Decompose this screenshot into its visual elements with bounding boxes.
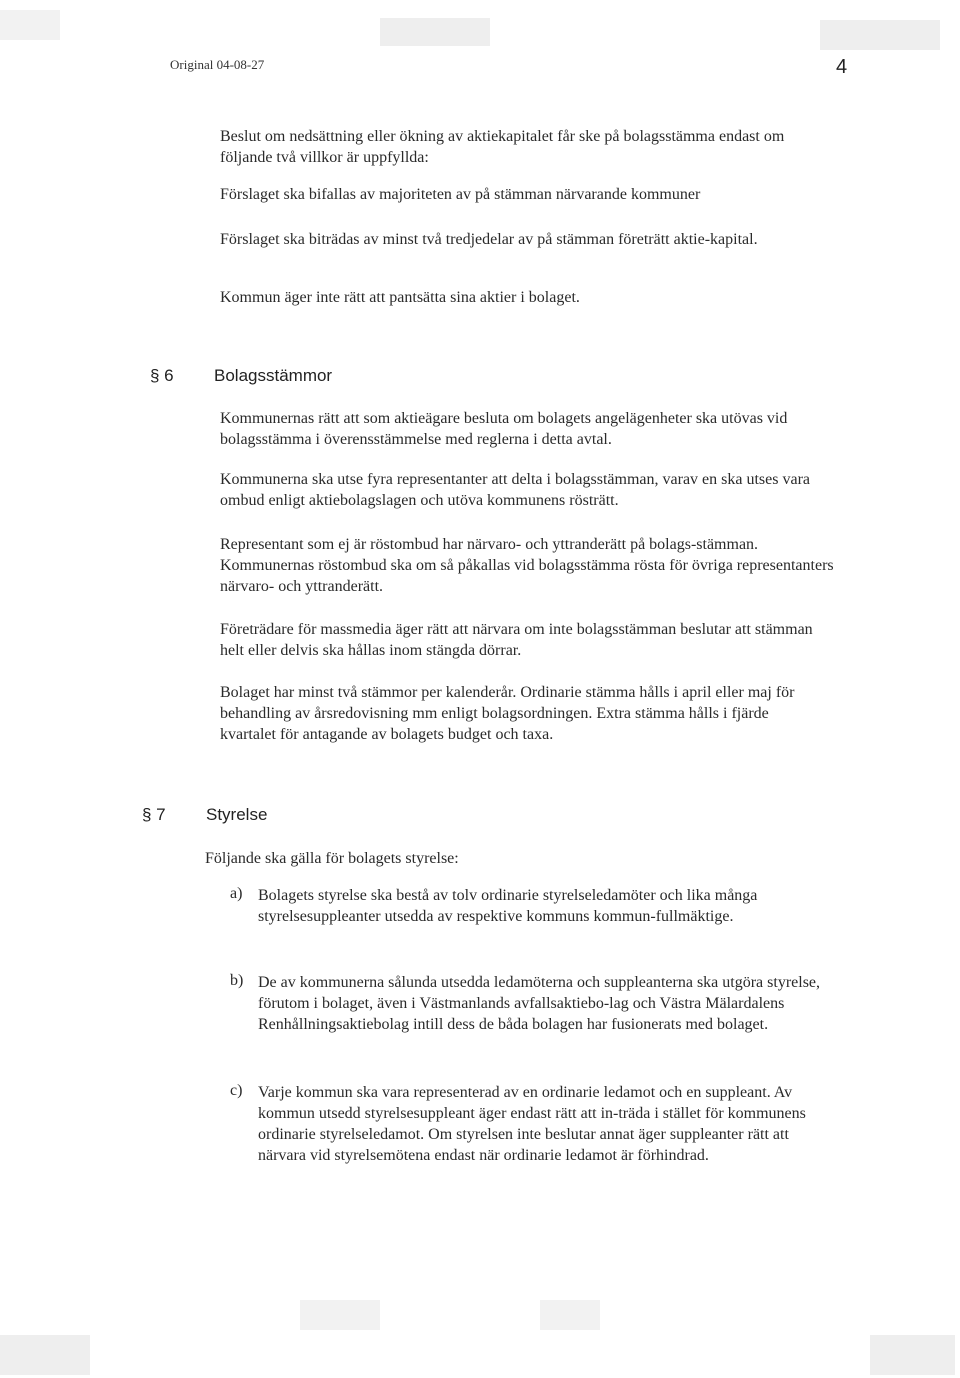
condition-2: Förslaget ska biträdas av minst två tredjedelar av på stämman företrätt aktie-kapital.	[220, 231, 758, 248]
condition-1: Förslaget ska bifallas av majoriteten av på stämman närvarande kommuner	[220, 186, 701, 203]
section-7-title: Styrelse	[206, 805, 268, 824]
scan-noise-bottom-mid	[300, 1300, 380, 1330]
list-item-text: Varje kommun ska vara representerad av en ordinarie ledamot och en suppleant. Av kommun utsedd styrelsesuppleant äger endast rätt att in-träda i stället för kommunens ordinarie styrelseledamot. Om styrelsen inte beslutar annat äger suppleanter rätt att närvara vid styrelsemötena endast när ordinarie ledamot är förhindrad.	[258, 1084, 806, 1164]
condition-3: Kommun äger inte rätt att pantsätta sina aktier i bolaget.	[220, 289, 580, 306]
section-6-paragraph: Representant som ej är röstombud har närvaro- och yttranderätt på bolags-stämman. Kommunernas röstombud ska om så påkallas vid bolagsstämma rösta för övriga representanters närvaro- och yttranderätt.	[220, 536, 834, 595]
page-number: 4	[836, 56, 848, 78]
section-6-paragraph: Kommunerna ska utse fyra representanter att delta i bolagsstämman, varav en ska utses vara ombud enligt aktiebolagslagen och utöva kommunens rösträtt.	[220, 471, 811, 509]
section-7-symbol: § 7	[142, 805, 166, 824]
section-6-paragraph: Företrädare för massmedia äger rätt att närvara om inte bolagsstämman beslutar att stämman helt eller delvis ska hållas inom stängda dörrar.	[220, 621, 813, 659]
list-item	[230, 972, 830, 1035]
list-item-letter: a)	[230, 885, 243, 902]
list-item	[230, 1082, 830, 1166]
list-item-letter: c)	[230, 1082, 243, 1099]
section-6-symbol: § 6	[150, 366, 174, 385]
scan-noise-top-right	[820, 20, 940, 50]
list-item-text: Bolagets styrelse ska bestå av tolv ordinarie styrelseledamöter och lika många styrelsesuppleanter utsedda av respektive kommuns kommun-fullmäktige.	[258, 887, 758, 925]
scan-noise-top-left	[0, 10, 60, 40]
scan-noise-bottom-right	[870, 1335, 955, 1375]
list-item-text: De av kommunerna sålunda utsedda ledamöterna och suppleanterna ska utgöra styrelse, förutom i bolaget, även i Västmanlands avfallsaktiebo-lag och Västra Mälardalens Renhållningsaktiebolag intill dess de båda bolagen har fusionerats med bolaget.	[258, 974, 821, 1033]
scan-noise-bottom-left	[0, 1335, 90, 1375]
scan-noise-top-center	[380, 18, 490, 46]
section-6-paragraph: Bolaget har minst två stämmor per kalenderår. Ordinarie stämma hålls i april eller maj för behandling av årsredovisning mm enligt bolagsordningen. Extra stämma hålls i fjärde kvartalet för antagande av bolagets budget och taxa.	[220, 684, 795, 743]
original-date: Original 04-08-27	[170, 57, 265, 72]
section-6-heading	[150, 366, 332, 386]
intro-paragraph: Beslut om nedsättning eller ökning av aktiekapitalet får ske på bolagsstämma endast om följande två villkor är uppfyllda:	[220, 128, 785, 166]
section-7-intro: Följande ska gälla för bolagets styrelse:	[205, 850, 459, 867]
section-6-paragraph: Kommunernas rätt att som aktieägare besluta om bolagets angelägenheter ska utövas vid bolagsstämma i överensstämmelse med reglerna i detta avtal.	[220, 410, 788, 448]
list-item	[230, 885, 830, 927]
section-7-heading	[142, 805, 267, 825]
list-item-letter: b)	[230, 972, 244, 989]
scan-noise-bottom-mid2	[540, 1300, 600, 1330]
section-6-title: Bolagsstämmor	[214, 366, 333, 385]
